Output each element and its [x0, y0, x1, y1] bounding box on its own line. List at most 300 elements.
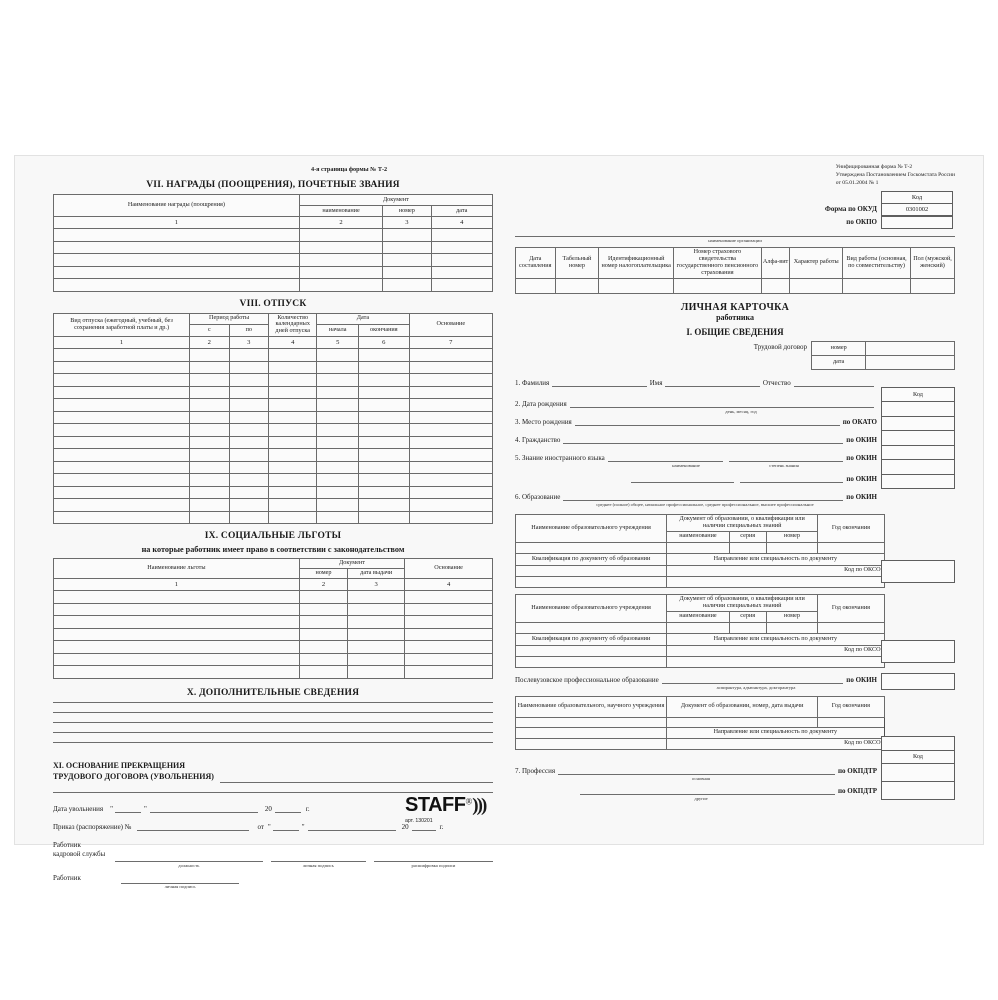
table-cell[interactable] [190, 499, 230, 512]
table-cell[interactable] [54, 266, 300, 279]
pg-cell-document-2[interactable] [667, 717, 818, 727]
table-cell[interactable] [405, 628, 493, 641]
table-cell[interactable] [348, 666, 405, 679]
top-col-date: Дата составления [516, 247, 556, 278]
table-cell[interactable] [405, 641, 493, 654]
table-cell[interactable] [359, 399, 409, 412]
vacation-col-type: Вид отпуска (ежегодный, учебный, без сохранения заработной платы и др.) [54, 313, 190, 337]
edu1-okso-label: Код по ОКСО [667, 565, 884, 576]
edu1-okso-code-box[interactable] [881, 560, 955, 583]
table-cell[interactable] [409, 486, 492, 499]
table-cell[interactable] [317, 461, 359, 474]
table-cell[interactable] [190, 449, 230, 462]
pg-col-document: Документ об образовании, номер, дата выдачи [667, 696, 818, 717]
table-cell[interactable] [269, 511, 317, 524]
table-row[interactable] [54, 229, 493, 242]
table-cell[interactable] [359, 411, 409, 424]
table-row[interactable] [54, 449, 493, 462]
table-cell[interactable] [409, 436, 492, 449]
vacation-num-6: 6 [359, 337, 409, 349]
table-cell[interactable] [54, 424, 190, 437]
table-cell[interactable] [409, 474, 492, 487]
table-cell[interactable] [54, 461, 190, 474]
table-cell[interactable] [348, 653, 405, 666]
language-okin-label-2: по ОКИН [846, 474, 878, 483]
language-name-input-2[interactable] [631, 474, 734, 483]
profession-other-input[interactable] [580, 786, 835, 795]
table-cell[interactable] [54, 641, 300, 654]
vacation-num-1: 1 [54, 337, 190, 349]
table-cell[interactable] [383, 229, 431, 242]
table-cell[interactable] [409, 374, 492, 387]
table-cell[interactable] [405, 666, 493, 679]
table-cell[interactable] [409, 461, 492, 474]
top-cell-snils[interactable] [674, 278, 762, 293]
edu1-col-doc-name: наименование [667, 531, 730, 542]
table-cell[interactable] [348, 591, 405, 604]
table-cell[interactable] [54, 349, 190, 362]
education-label: 6. Образование [515, 492, 561, 501]
table-cell[interactable] [359, 424, 409, 437]
table-row[interactable] [54, 603, 493, 616]
table-cell[interactable] [348, 628, 405, 641]
field-citizenship-row [515, 435, 877, 444]
table-cell[interactable] [405, 591, 493, 604]
table-cell[interactable] [269, 374, 317, 387]
top-cell-personnel-number[interactable] [555, 278, 599, 293]
table-cell[interactable] [229, 399, 269, 412]
vacation-num-3: 3 [229, 337, 269, 349]
table-cell[interactable] [317, 374, 359, 387]
unified-form-line2: Утверждена Постановлением Госкомстата России [835, 171, 955, 178]
table-cell[interactable] [190, 386, 230, 399]
table-row[interactable] [54, 653, 493, 666]
edu1-cell-direction[interactable] [667, 576, 884, 587]
top-cell-alphabet[interactable] [761, 278, 790, 293]
table-row[interactable] [54, 436, 493, 449]
citizenship-label: 4. Гражданство [515, 435, 561, 444]
edu1-cell-doc-number[interactable] [766, 542, 818, 553]
table-cell[interactable] [299, 241, 382, 254]
table-cell[interactable] [190, 424, 230, 437]
table-cell[interactable] [299, 591, 347, 604]
table-cell[interactable] [299, 266, 382, 279]
table-cell[interactable] [190, 399, 230, 412]
table-cell[interactable] [269, 486, 317, 499]
table-cell[interactable] [269, 449, 317, 462]
table-cell[interactable] [54, 499, 190, 512]
hr-signature-field[interactable] [271, 852, 366, 868]
write-in-line[interactable] [53, 722, 493, 723]
table-cell[interactable] [54, 474, 190, 487]
table-cell[interactable] [190, 486, 230, 499]
benefits-num-2: 2 [299, 579, 347, 591]
contract-number-value[interactable] [866, 341, 955, 355]
contract-date-value[interactable] [866, 355, 955, 369]
top-cell-work-character[interactable] [790, 278, 843, 293]
table-cell[interactable] [431, 254, 492, 267]
table-cell[interactable] [359, 361, 409, 374]
table-cell[interactable] [383, 254, 431, 267]
table-cell[interactable] [317, 399, 359, 412]
edu2-cell-doc-name[interactable] [667, 622, 730, 633]
table-cell[interactable] [229, 386, 269, 399]
code-cell-okato[interactable] [882, 417, 954, 432]
awards-num-4: 4 [431, 217, 492, 229]
staff-logo-word: STAFF [405, 794, 466, 816]
dismissal-day-input[interactable] [115, 804, 141, 813]
table-cell[interactable] [409, 511, 492, 524]
table-cell[interactable] [409, 361, 492, 374]
awards-group-document: Документ [299, 195, 492, 206]
table-cell[interactable] [299, 666, 347, 679]
field-fio-row [515, 378, 877, 387]
table-cell[interactable] [269, 474, 317, 487]
top-col-inn: Идентификационный номер налогоплательщика [599, 247, 674, 278]
table-cell[interactable] [317, 511, 359, 524]
postgrad-input[interactable] [662, 675, 844, 684]
benefits-num-1: 1 [54, 579, 300, 591]
table-cell[interactable] [54, 591, 300, 604]
order-month-input[interactable] [308, 822, 396, 831]
table-row[interactable] [54, 399, 493, 412]
table-cell[interactable] [229, 474, 269, 487]
table-cell[interactable] [317, 499, 359, 512]
table-cell[interactable] [359, 386, 409, 399]
table-cell[interactable] [54, 449, 190, 462]
surname-input[interactable] [552, 378, 646, 387]
table-cell[interactable] [229, 361, 269, 374]
table-cell[interactable] [359, 474, 409, 487]
table-row[interactable] [54, 349, 493, 362]
pg-cell-institution-4[interactable] [516, 738, 667, 749]
table-cell[interactable] [405, 653, 493, 666]
birthdate-label: 2. Дата рождения [515, 399, 567, 408]
section-9-title: IX. СОЦИАЛЬНЫЕ ЛЬГОТЫ [204, 531, 342, 542]
table-cell[interactable] [269, 386, 317, 399]
top-col-work-type: Вид работы (основная, по совместительству) [843, 247, 911, 278]
table-cell[interactable] [54, 399, 190, 412]
table-row[interactable] [54, 424, 493, 437]
table-cell[interactable] [317, 449, 359, 462]
code-cell-citizenship[interactable] [882, 431, 954, 446]
table-cell[interactable] [359, 511, 409, 524]
top-cell-work-type[interactable] [843, 278, 911, 293]
table-row[interactable] [54, 254, 493, 267]
table-cell[interactable] [54, 411, 190, 424]
education-input[interactable] [563, 492, 843, 501]
table-cell[interactable] [229, 449, 269, 462]
edu1-cell-year[interactable] [818, 542, 884, 553]
table-cell[interactable] [431, 241, 492, 254]
table-cell[interactable] [54, 616, 300, 629]
birthdate-input[interactable] [570, 399, 874, 408]
table-cell[interactable] [54, 486, 190, 499]
order-day-input[interactable] [273, 822, 299, 831]
table-row[interactable] [54, 474, 493, 487]
dismissal-reason-line[interactable] [220, 771, 493, 783]
table-row[interactable] [54, 511, 493, 524]
table-cell[interactable] [54, 361, 190, 374]
table-cell[interactable] [409, 499, 492, 512]
table-cell[interactable] [299, 254, 382, 267]
table-cell[interactable] [317, 436, 359, 449]
table-cell[interactable] [317, 486, 359, 499]
hr-position-field[interactable] [115, 852, 263, 868]
table-cell[interactable] [54, 374, 190, 387]
table-cell[interactable] [383, 279, 431, 292]
order-number-input[interactable] [137, 822, 249, 831]
table-row[interactable] [54, 386, 493, 399]
pg-cell-institution-3[interactable] [516, 727, 667, 738]
pg-cell-institution-2[interactable] [516, 717, 667, 727]
table-cell[interactable] [54, 386, 190, 399]
top-col-snils: Номер страхового свидетельства государственного пенсионного страхования [674, 247, 762, 278]
table-row[interactable] [54, 241, 493, 254]
table-cell[interactable] [54, 628, 300, 641]
birthplace-input[interactable] [575, 417, 840, 426]
table-cell[interactable] [190, 474, 230, 487]
write-in-line[interactable] [53, 732, 493, 733]
table-cell[interactable] [317, 474, 359, 487]
table-cell[interactable] [269, 361, 317, 374]
okpo-value[interactable] [881, 216, 953, 229]
table-row[interactable] [54, 499, 493, 512]
table-cell[interactable] [299, 229, 382, 242]
code-cell-education[interactable] [882, 475, 954, 489]
profession-main-input[interactable] [558, 766, 835, 775]
edu2-col-institution: Наименование образовательного учреждения [516, 594, 667, 622]
write-in-line[interactable] [53, 712, 493, 713]
benefits-num-3: 3 [348, 579, 405, 591]
table-cell[interactable] [299, 616, 347, 629]
top-cell-gender[interactable] [911, 278, 955, 293]
language-level-input-2[interactable] [740, 474, 843, 483]
okud-label: Форма по ОКУД [824, 205, 877, 214]
edu2-cell-doc-number[interactable] [766, 622, 818, 633]
edu2-cell-direction[interactable] [667, 656, 884, 667]
table-cell[interactable] [54, 436, 190, 449]
edu1-col-document: Документ об образовании, о квалификации или наличии специальных знаний [667, 514, 818, 531]
table-row[interactable] [54, 591, 493, 604]
table-cell[interactable] [348, 641, 405, 654]
organization-name-line[interactable] [515, 236, 955, 237]
benefits-col-doc-number: номер [299, 569, 347, 579]
table-cell[interactable] [317, 361, 359, 374]
table-cell[interactable] [317, 386, 359, 399]
table-cell[interactable] [269, 436, 317, 449]
vacation-num-5: 5 [317, 337, 359, 349]
edu2-cell-institution[interactable] [516, 622, 667, 633]
table-cell[interactable] [409, 399, 492, 412]
language-name-input[interactable] [608, 453, 723, 462]
table-row[interactable] [54, 641, 493, 654]
dismissal-month-input[interactable] [150, 804, 258, 813]
table-cell[interactable] [54, 653, 300, 666]
table-cell[interactable] [299, 653, 347, 666]
table-cell[interactable] [54, 241, 300, 254]
table-cell[interactable] [229, 411, 269, 424]
table-cell[interactable] [190, 361, 230, 374]
unified-form-line1: Унифицированная форма № Т-2 [835, 164, 913, 170]
table-row[interactable] [54, 266, 493, 279]
table-cell[interactable] [317, 349, 359, 362]
table-cell[interactable] [359, 486, 409, 499]
profession-code-other[interactable] [882, 782, 954, 799]
table-cell[interactable] [54, 511, 190, 524]
benefits-table [53, 558, 493, 679]
table-cell[interactable] [54, 603, 300, 616]
quote-close-2: " [301, 823, 305, 831]
surname-label: 1. Фамилия [515, 378, 550, 387]
table-cell[interactable] [359, 449, 409, 462]
vacation-group-period: Период работы [190, 313, 269, 325]
table-cell[interactable] [269, 411, 317, 424]
table-cell[interactable] [431, 266, 492, 279]
language-okin-label-1: по ОКИН [846, 453, 877, 462]
write-in-line[interactable] [53, 702, 493, 703]
language-level-input[interactable] [729, 453, 844, 462]
edu2-cell-qualification[interactable] [516, 645, 667, 656]
table-row[interactable] [54, 461, 493, 474]
benefits-col-basis: Основание [405, 559, 493, 579]
table-cell[interactable] [229, 349, 269, 362]
section-7-title: VII. НАГРАДЫ (ПООЩРЕНИЯ), ПОЧЕТНЫЕ ЗВАНИЯ [146, 180, 400, 190]
top-cell-inn[interactable] [599, 278, 674, 293]
benefits-col-doc-date: дата выдачи [348, 569, 405, 579]
table-cell[interactable] [190, 349, 230, 362]
table-cell[interactable] [383, 241, 431, 254]
table-cell[interactable] [359, 499, 409, 512]
table-cell[interactable] [317, 424, 359, 437]
edu2-okso-code-box[interactable] [881, 640, 955, 663]
table-cell[interactable] [359, 349, 409, 362]
table-row[interactable] [54, 486, 493, 499]
top-cell-date[interactable] [516, 278, 556, 293]
table-cell[interactable] [190, 511, 230, 524]
table-cell[interactable] [431, 279, 492, 292]
table-cell[interactable] [190, 461, 230, 474]
table-cell[interactable] [54, 254, 300, 267]
pg-cell-year-2[interactable] [818, 717, 884, 727]
edu1-col-doc-series: серия [729, 531, 766, 542]
edu1-cell-doc-series[interactable] [729, 542, 766, 553]
table-cell[interactable] [405, 603, 493, 616]
table-cell[interactable] [409, 386, 492, 399]
table-cell[interactable] [229, 461, 269, 474]
table-cell[interactable] [190, 436, 230, 449]
table-cell[interactable] [229, 424, 269, 437]
benefits-group-document: Документ [299, 559, 404, 569]
awards-col-name: Наименование награды (поощрения) [54, 195, 300, 217]
edu1-cell-institution[interactable] [516, 542, 667, 553]
table-cell[interactable] [269, 499, 317, 512]
dismissal-year-input[interactable] [275, 804, 301, 813]
awards-num-1: 1 [54, 217, 300, 229]
table-cell[interactable] [409, 449, 492, 462]
hr-transcript-field[interactable] [374, 852, 493, 868]
table-cell[interactable] [299, 279, 382, 292]
field-education-row [515, 492, 877, 501]
table-cell[interactable] [54, 229, 300, 242]
edu2-cell-doc-series[interactable] [729, 622, 766, 633]
field-language-row [515, 453, 877, 462]
vacation-table [53, 313, 493, 525]
table-cell[interactable] [348, 603, 405, 616]
table-cell[interactable] [431, 229, 492, 242]
firstname-input[interactable] [665, 378, 759, 387]
table-cell[interactable] [229, 486, 269, 499]
table-row[interactable] [54, 666, 493, 679]
table-cell[interactable] [409, 411, 492, 424]
table-cell[interactable] [409, 349, 492, 362]
code-cell-language-2[interactable] [882, 460, 954, 475]
table-row[interactable] [54, 361, 493, 374]
table-row[interactable] [54, 279, 493, 292]
edu2-col-doc-number: номер [766, 611, 818, 622]
table-row[interactable] [54, 411, 493, 424]
profession-other-caption: другие [694, 795, 708, 801]
code-cell-language-1[interactable] [882, 446, 954, 461]
table-cell[interactable] [348, 616, 405, 629]
table-cell[interactable] [299, 628, 347, 641]
table-cell[interactable] [359, 374, 409, 387]
table-cell[interactable] [409, 424, 492, 437]
edu2-cell-year[interactable] [818, 622, 884, 633]
card-top-table [515, 247, 955, 294]
table-cell[interactable] [269, 461, 317, 474]
table-row[interactable] [54, 374, 493, 387]
table-row[interactable] [54, 628, 493, 641]
postgrad-code-box[interactable] [881, 673, 955, 690]
table-cell[interactable] [190, 411, 230, 424]
table-cell[interactable] [190, 374, 230, 387]
edu1-cell-doc-name[interactable] [667, 542, 730, 553]
table-cell[interactable] [229, 374, 269, 387]
code-cell-birthdate[interactable] [882, 402, 954, 417]
patronymic-input[interactable] [794, 378, 874, 387]
write-in-line[interactable] [53, 742, 493, 743]
table-row[interactable] [54, 616, 493, 629]
table-cell[interactable] [269, 399, 317, 412]
table-cell[interactable] [359, 436, 409, 449]
table-cell[interactable] [269, 424, 317, 437]
profession-code-main[interactable] [882, 764, 954, 782]
table-cell[interactable] [54, 666, 300, 679]
edu2-cell-qualification-2[interactable] [516, 656, 667, 667]
table-cell[interactable] [269, 349, 317, 362]
table-cell[interactable] [317, 411, 359, 424]
table-cell[interactable] [54, 279, 300, 292]
employee-signature-field[interactable] [121, 874, 239, 889]
table-cell[interactable] [229, 436, 269, 449]
table-cell[interactable] [299, 641, 347, 654]
table-cell[interactable] [359, 461, 409, 474]
table-cell[interactable] [383, 266, 431, 279]
table-cell[interactable] [299, 603, 347, 616]
edu1-cell-qualification[interactable] [516, 565, 667, 576]
edu1-col-year: Год окончания [818, 514, 884, 542]
table-cell[interactable] [229, 499, 269, 512]
edu1-col-doc-number: номер [766, 531, 818, 542]
table-cell[interactable] [405, 616, 493, 629]
table-cell[interactable] [229, 511, 269, 524]
edu1-cell-qualification-2[interactable] [516, 576, 667, 587]
citizenship-input[interactable] [563, 435, 843, 444]
staff-logo-article: арт. 130201 [405, 818, 433, 824]
contract-date-label: дата [812, 355, 866, 369]
firstname-label: Имя [649, 378, 663, 387]
